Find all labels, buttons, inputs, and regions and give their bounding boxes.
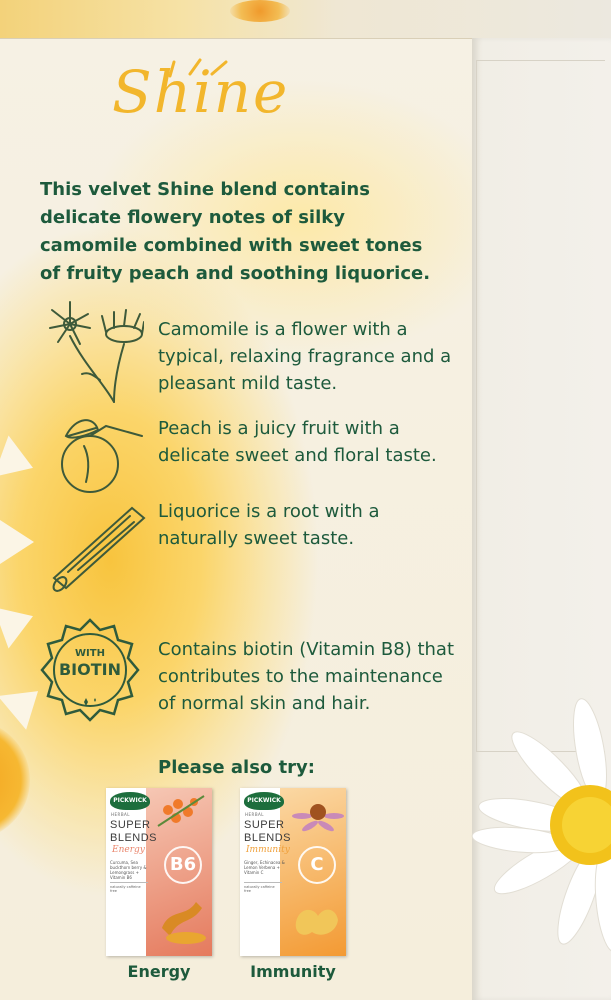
box-top-edge	[0, 0, 611, 39]
camomile-description: Camomile is a flower with a typical, relaxing fragrance and a pleasant mild taste.	[158, 319, 452, 394]
pack-line-1: SUPER	[110, 819, 151, 831]
peach-icon	[46, 406, 146, 498]
pickwick-logo: PICKWICK	[110, 792, 150, 810]
product-pack-immunity[interactable]	[240, 788, 346, 956]
pack-caffeine-note: naturally caffeine free	[110, 882, 148, 893]
pack-variant-name: Energy	[112, 845, 145, 855]
pack-ingredients: Ginger, Echinacea & Lemon Verbena + Vitamin C	[244, 860, 285, 875]
also-try-title: Please also try:	[158, 757, 315, 778]
turmeric-icon	[156, 888, 210, 948]
echinacea-icon	[290, 792, 344, 842]
biotin-description: Contains biotin (Vitamin B8) that contributes to the maintenance of normal skin and hair.	[158, 639, 455, 714]
sun-ray	[0, 596, 40, 649]
liquorice-root-icon	[48, 500, 158, 592]
pack-line-1: SUPER	[244, 819, 285, 831]
sea-buckthorn-icon	[154, 792, 210, 842]
intro-text: This velvet Shine blend contains delicate flowery notes of silky camomile combined with sweet tones of fruity peach and soothing liquorice.	[40, 179, 431, 284]
sun-ray	[0, 520, 34, 564]
pack-variant-name: Immunity	[246, 845, 290, 855]
pack-line-2: BLENDS	[110, 832, 158, 844]
product-label-energy: Energy	[127, 962, 191, 981]
badge-main-text: BIOTIN	[58, 660, 121, 679]
product-pack-energy[interactable]	[106, 788, 212, 956]
ginger-icon	[290, 892, 344, 948]
badge-top-text: WITH	[75, 648, 105, 659]
pack-subtitle: HERBAL	[111, 812, 131, 817]
peach-description: Peach is a juicy fruit with a delicate sweet and floral taste.	[158, 418, 437, 466]
sun-ray	[0, 436, 40, 489]
camomile-flower-photo	[440, 690, 611, 1000]
with-biotin-badge	[38, 618, 142, 722]
pack-caffeine-note: naturally caffeine free	[244, 882, 282, 893]
pack-ingredients: Curcuma, Sea buckthorn berry & Lemongrass + Vitamin B6	[110, 860, 147, 880]
pickwick-logo: PICKWICK	[244, 792, 284, 810]
vitamin-badge: C	[298, 846, 336, 884]
pack-subtitle: HERBAL	[245, 812, 265, 817]
side-panel-fold	[476, 60, 605, 752]
camomile-icon	[44, 294, 144, 406]
pack-line-2: BLENDS	[244, 832, 292, 844]
vitamin-badge: B6	[164, 846, 202, 884]
brand-title: Shine	[112, 58, 290, 126]
sun-decoration	[0, 720, 30, 840]
product-label-immunity: Immunity	[250, 962, 336, 981]
liquorice-description: Liquorice is a root with a naturally sweet taste.	[158, 501, 380, 549]
